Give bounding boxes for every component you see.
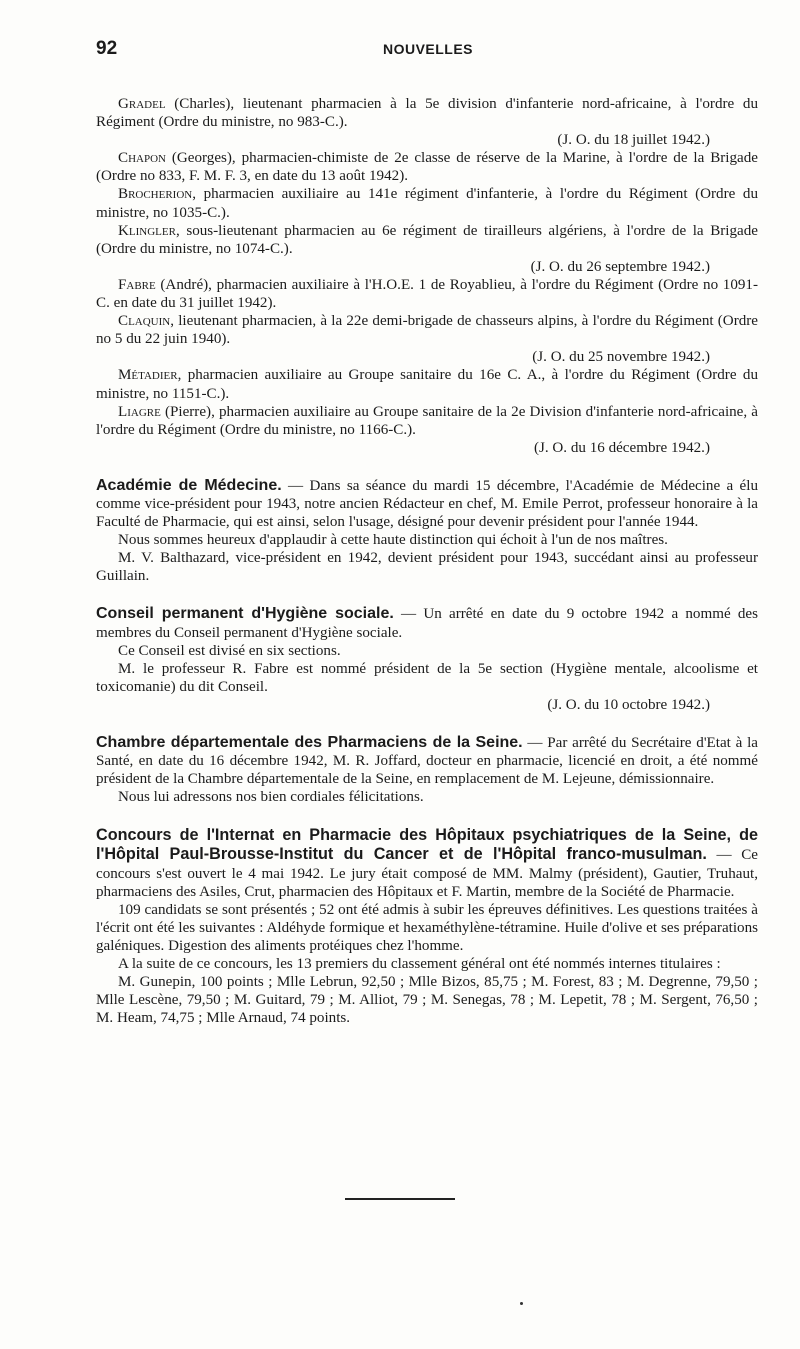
- citation-name: Métadier: [118, 367, 178, 384]
- page-header: [96, 38, 760, 68]
- citation-ref: (J. O. du 18 juillet 1942.): [557, 132, 710, 149]
- citation-entry: [96, 95, 758, 131]
- section-text: — Dans sa séance du mardi 15 décembre, l'Académie de Médecine a élu comme vice-président pour 1943, notre ancien Rédacteur en chef, M. Emile Perrot, professeur honoraire à la Faculté de Pharmacie, qui est ainsi, selon l'usage, désigné pour devenir président pour l'année 1944.: [96, 477, 758, 531]
- citation-entry: [96, 276, 758, 312]
- citation-text: (André), pharmacien auxiliaire à l'H.O.E. 1 de Royablieu, à l'ordre du Régiment (Ordre no 1091-C. en date du 31 juillet 1942).: [96, 276, 758, 312]
- running-title: NOUVELLES: [382, 41, 474, 57]
- section-title: Chambre départementale des Pharmaciens de la Seine.: [96, 734, 523, 751]
- section-academie: [96, 477, 758, 586]
- citation-entry: [96, 149, 758, 185]
- citation-entry: [96, 185, 758, 221]
- citation-name: Chapon: [118, 150, 166, 167]
- section-conseil: [96, 605, 758, 714]
- section-paragraph: M. Gunepin, 100 points ; Mlle Lebrun, 92,50 ; Mlle Bizos, 85,75 ; M. Forest, 83 ; M. Degrenne, 79,50 ; Mlle Lescène, 79,50 ; M. Guitard, 79 ; M. Alliot, 79 ; M. Senegas, 78 ; M. Lepetit, 78 ; M. Sergent, 76,50 ; M. Heam, 74,75 ; Mlle Arnaud, 74 points.: [96, 974, 758, 1027]
- section-paragraph: Ce Conseil est divisé en six sections.: [118, 642, 341, 659]
- section-ref: (J. O. du 10 octobre 1942.): [547, 696, 710, 713]
- citation-text: (Georges), pharmacien-chimiste de 2e classe de réserve de la Marine, à l'ordre de la Brigade (Ordre no 833, F. M. F. 3, en date du 13 août 1942).: [96, 150, 758, 185]
- citation-name: Gradel: [118, 96, 166, 112]
- print-speck: [520, 1302, 523, 1305]
- citation-ref: (J. O. du 16 décembre 1942.): [533, 439, 710, 456]
- citation-entry: [96, 312, 758, 348]
- citation-ref: (J. O. du 25 novembre 1942.): [532, 349, 710, 366]
- section-paragraph: 109 candidats se sont présentés ; 52 ont été admis à subir les épreuves définitives. Les questions traitées à l'écrit ont été les suivantes : Aldéhyde formique et hexaméthylène-tétramine. Huile d'olive et ses préparations galéniques. Digestion des aliments protéiques chez l'homme.: [96, 901, 758, 954]
- section-title: Concours de l'Internat en Pharmacie des Hôpitaux psychiatriques de la Seine, de l'Hôpital Paul-Brousse-Institut du Cancer et de l'Hôpital franco-musulman.: [96, 826, 758, 864]
- section-chambre: [96, 734, 758, 806]
- citation-name: Liagre: [118, 403, 161, 420]
- section-paragraph: Nous sommes heureux d'applaudir à cette haute distinction qui échoit à l'un de nos maîtres.: [118, 532, 668, 549]
- section-paragraph: Nous lui adressons nos bien cordiales félicitations.: [118, 789, 424, 806]
- citation-name: Brocherion: [118, 186, 193, 203]
- article-body: [96, 95, 758, 1027]
- citation-text: , pharmacien auxiliaire au Groupe sanitaire du 16e C. A., à l'ordre du Régiment (Ordre du ministre, no 1151-C.).: [96, 367, 758, 402]
- citation-entry: [96, 366, 758, 402]
- citation-entry: [96, 403, 758, 439]
- section-paragraph: M. le professeur R. Fabre est nommé président de la 5e section (Hygiène mentale, alcoolisme et toxicomanie) du dit Conseil.: [96, 660, 758, 695]
- citations-list: [96, 95, 758, 457]
- section-paragraph: A la suite de ce concours, les 13 premiers du classement général ont été nommés internes titulaires :: [118, 956, 721, 973]
- section-title: Conseil permanent d'Hygiène sociale.: [96, 605, 394, 623]
- citation-name: Claquin: [118, 313, 171, 330]
- section-text: — Ce concours s'est ouvert le 4 mai 1942. Le jury était composé de MM. Malmy (président), Gautier, Truhaut, pharmaciens des Asiles, Crut, pharmacien des Hôpitaux et F. Martin, membre de la Société de Pharmacie.: [96, 847, 758, 900]
- citation-entry: [96, 222, 758, 258]
- section-title: Académie de Médecine.: [96, 476, 282, 494]
- end-rule: [345, 1198, 455, 1200]
- citation-text: , sous-lieutenant pharmacien au 6e régiment de tirailleurs algériens, à l'ordre de la Brigade (Ordre du ministre, no 1074-C.).: [96, 222, 758, 257]
- citation-name: Klingler: [118, 222, 176, 239]
- citation-text: , pharmacien auxiliaire au 141e régiment d'infanterie, à l'ordre du Régiment (Ordre du ministre, no 1035-C.).: [96, 186, 758, 221]
- section-concours: [96, 826, 758, 1027]
- citation-ref: (J. O. du 26 septembre 1942.): [530, 258, 710, 275]
- section-text: — Par arrêté du Secrétaire d'Etat à la Santé, en date du 16 décembre 1942, M. R. Joffard, docteur en pharmacie, licencié en droit, a été nommé président de la Chambre départementale de la Seine, en remplacement de M. Lejeune, démissionnaire.: [96, 735, 758, 788]
- section-paragraph: M. V. Balthazard, vice-président en 1942, devient président pour 1943, succédant ainsi au professeur Guillain.: [96, 550, 758, 585]
- citation-text: (Charles), lieutenant pharmacien à la 5e division d'infanterie nord-africaine, à l'ordre du Régiment (Ordre du ministre, no 983-C.).: [96, 96, 758, 131]
- citation-name: Fabre: [118, 276, 156, 293]
- section-paragraph: [96, 826, 758, 900]
- citation-text: , lieutenant pharmacien, à la 22e demi-brigade de chasseurs alpins, à l'ordre du Régiment (Ordre no 5 du 22 juin 1940).: [96, 313, 758, 348]
- page-number: 92: [96, 38, 118, 59]
- citation-text: (Pierre), pharmacien auxiliaire au Groupe sanitaire de la 2e Division d'infanterie nord-africaine, à l'ordre du Régiment (Ordre du ministre, no 1166-C.).: [96, 403, 758, 438]
- section-text: — Un arrêté en date du 9 octobre 1942 a nommé des membres du Conseil permanent d'Hygiène sociale.: [96, 606, 758, 641]
